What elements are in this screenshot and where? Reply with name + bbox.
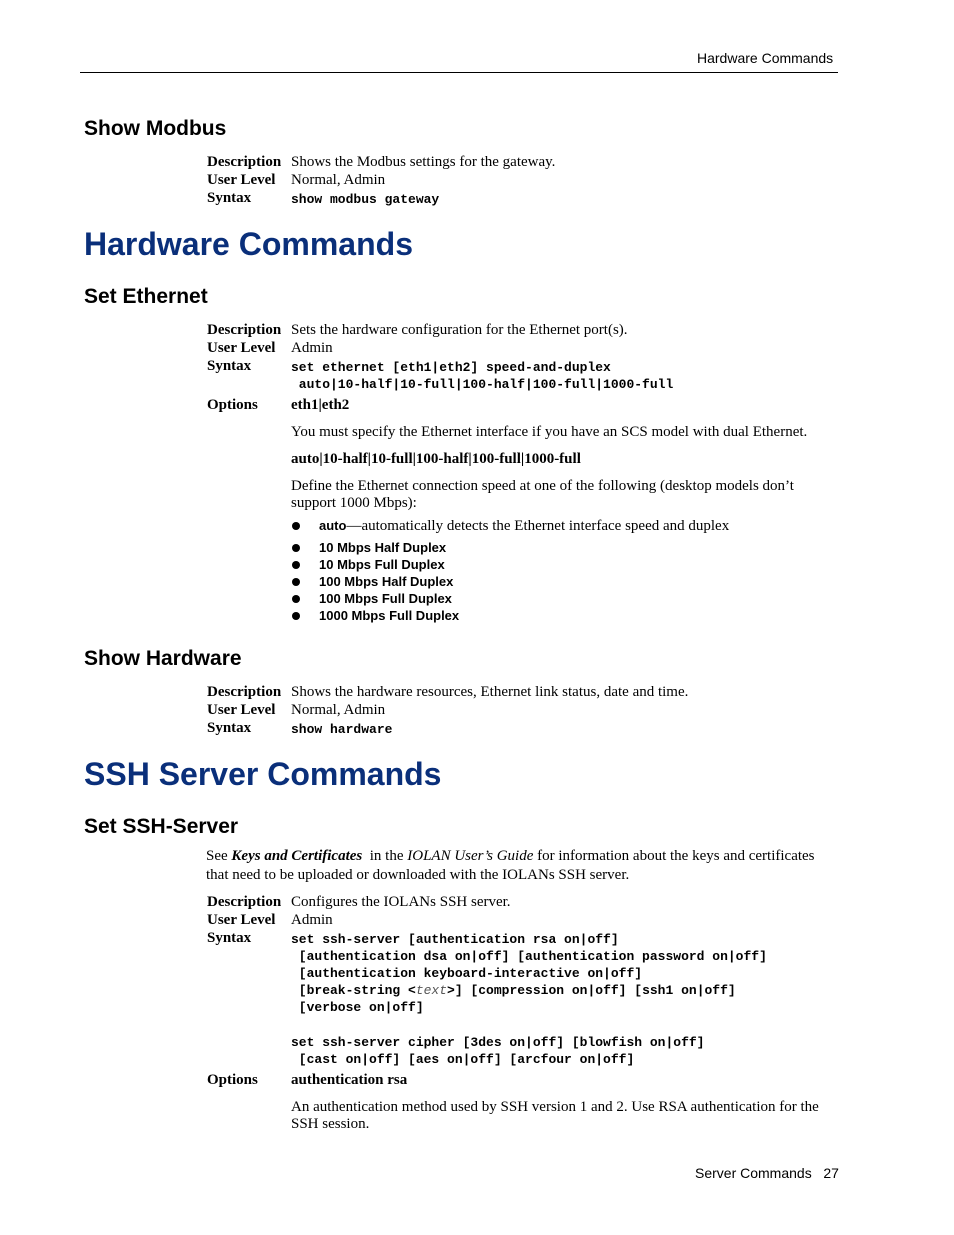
option-description: An authentication method used by SSH version 1 and 2. Use RSA authentication for the [291,1099,819,1115]
intro-paragraph [206,848,815,865]
syntax-code-line: auto|10-half|10-full|100-half|100-full|1000-full [291,377,674,392]
syntax-code-line: [authentication dsa on|off] [authentication password on|off] [291,949,767,964]
user-level-text: Admin [291,340,333,356]
option-description: Define the Ethernet connection speed at one of the following (desktop models don’t [291,478,794,494]
intro-text: See [206,848,232,864]
code-fragment: >] [compression on|off] [ssh1 on|off] [447,983,736,998]
code-placeholder: text [415,983,448,998]
hardware-commands-heading: Hardware Commands [84,226,413,262]
description-text: Shows the Modbus settings for the gateway. [291,154,556,170]
list-item-text: —automatically detects the Ethernet interface speed and duplex [346,518,730,534]
options-label: Options [207,397,258,413]
syntax-code-line: set ssh-server cipher [3des on|off] [blowfish on|off] [291,1035,705,1050]
syntax-code-line: set ssh-server [authentication rsa on|off] [291,932,619,947]
running-header: Hardware Commands [697,50,834,66]
user-level-label: User Level [207,340,276,356]
user-level-text: Normal, Admin [291,702,386,718]
syntax-label: Syntax [207,190,252,206]
header-rule [80,72,838,73]
syntax-code: show hardware [291,722,393,737]
list-item: 1000 Mbps Full Duplex [319,608,460,623]
guide-title: IOLAN User’s Guide [407,848,534,864]
user-level-label: User Level [207,702,276,718]
list-item: 100 Mbps Full Duplex [319,591,452,606]
bullet-icon [292,595,300,603]
set-ssh-server-heading: Set SSH-Server [84,815,239,838]
syntax-label: Syntax [207,720,252,736]
cross-reference: Keys and Certificates [231,848,363,864]
user-level-text: Admin [291,912,333,928]
options-label: Options [207,1072,258,1088]
description-text: Configures the IOLANs SSH server. [291,894,511,910]
option-description: support 1000 Mbps): [291,495,417,511]
show-modbus-heading: Show Modbus [84,117,227,140]
syntax-code-line [291,982,736,999]
page-footer: Server Commands 27 [695,1165,839,1181]
list-item [319,517,729,535]
syntax-label: Syntax [207,358,252,374]
description-label: Description [207,322,282,338]
description-text: Shows the hardware resources, Ethernet link status, date and time. [291,684,689,700]
code-fragment: [break-string < [291,983,416,998]
show-hardware-heading: Show Hardware [84,647,242,670]
list-item: 10 Mbps Half Duplex [319,540,447,555]
bullet-icon [292,544,300,552]
bullet-icon [292,522,300,530]
description-label: Description [207,684,282,700]
description-text: Sets the hardware configuration for the Ethernet port(s). [291,322,628,338]
option-name: auto|10-half|10-full|100-half|100-full|1000-full [291,451,581,467]
user-level-label: User Level [207,172,276,188]
bullet-icon [292,612,300,620]
syntax-label: Syntax [207,930,252,946]
option-name: eth1|eth2 [291,397,350,413]
list-item-bold: auto [319,518,347,533]
syntax-code-line: set ethernet [eth1|eth2] speed-and-duplex [291,360,611,375]
intro-text: that need to be uploaded or downloaded with the IOLANs SSH server. [206,867,630,883]
option-description: SSH session. [291,1116,370,1132]
list-item: 10 Mbps Full Duplex [319,557,445,572]
bullet-icon [292,578,300,586]
description-label: Description [207,894,282,910]
description-label: Description [207,154,282,170]
syntax-code-line: [cast on|off] [aes on|off] [arcfour on|off] [291,1052,635,1067]
syntax-code-line: [verbose on|off] [291,1000,424,1015]
user-level-label: User Level [207,912,276,928]
bullet-icon [292,561,300,569]
option-name: authentication rsa [291,1072,408,1088]
intro-text: in the [362,848,408,864]
user-level-text: Normal, Admin [291,172,386,188]
option-description: You must specify the Ethernet interface if you have an SCS model with dual Ethernet. [291,424,808,440]
list-item: 100 Mbps Half Duplex [319,574,454,589]
ssh-server-commands-heading: SSH Server Commands [84,756,442,792]
syntax-code: show modbus gateway [291,192,440,207]
intro-text: for information about the keys and certificates [533,848,815,864]
set-ethernet-heading: Set Ethernet [84,285,208,308]
syntax-code-line: [authentication keyboard-interactive on|off] [291,966,643,981]
